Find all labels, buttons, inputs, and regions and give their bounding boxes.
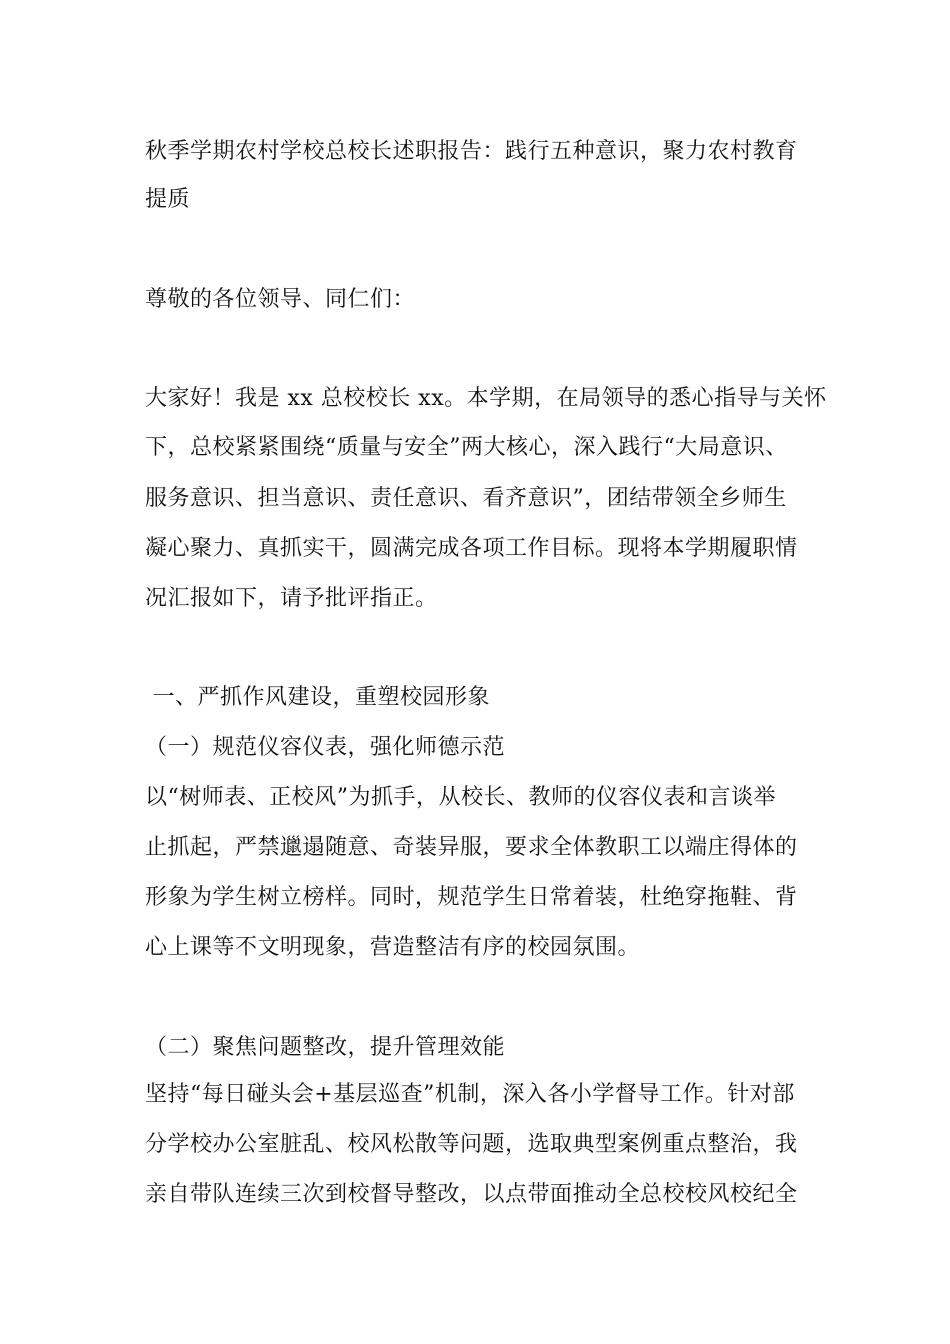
intro-line-3: 服务意识、担当意识、责任意识、看齐意识”，团结带领全乡师生 [145, 486, 787, 511]
section-1-1-line-4: 心上课等不文明现象，营造整洁有序的校园氛围。 [145, 935, 641, 960]
intro-line-4: 凝心聚力、真抓实干，圆满完成各项工作目标。现将本学期履职情 [145, 536, 798, 561]
salutation: 尊敬的各位领导、同仁们： [145, 287, 416, 312]
document-title-line-2: 提质 [145, 187, 191, 212]
section-1-2-heading: （二）聚焦问题整改，提升管理效能 [145, 1035, 506, 1060]
document-title-line-1: 秋季学期农村学校总校长述职报告：践行五种意识，聚力农村教育 [145, 139, 798, 164]
section-1-heading: 一、严抓作风建设，重塑校园形象 [145, 685, 490, 710]
intro-line-1: 大家好！我是 xx 总校校长 xx。本学期，在局领导的悉心指导与关怀 [145, 386, 827, 411]
section-1-1-line-2: 止抓起，严禁邋遢随意、奇装异服，要求全体教职工以端庄得体的 [145, 835, 798, 860]
section-1-1-heading: （一）规范仪容仪表，强化师德示范 [145, 735, 506, 760]
section-1-2-line-1: 坚持“每日碰头会+基层巡查”机制，深入各小学督导工作。针对部 [145, 1082, 795, 1107]
section-1-1-line-3: 形象为学生树立榜样。同时，规范学生日常着装，杜绝穿拖鞋、背 [145, 885, 798, 910]
section-1-2-line-2: 分学校办公室脏乱、校风松散等问题，选取典型案例重点整治，我 [145, 1132, 798, 1157]
intro-line-2: 下，总校紧紧围绕“质量与安全”两大核心，深入践行“大局意识、 [145, 435, 788, 460]
section-1-2-line-3: 亲自带队连续三次到校督导整改，以点带面推动全总校校风校纪全 [145, 1182, 798, 1207]
section-1-1-line-1: 以“树师表、正校风”为抓手，从校长、教师的仪容仪表和言谈举 [145, 785, 776, 810]
intro-line-5: 况汇报如下，请予批评指正。 [145, 586, 438, 611]
